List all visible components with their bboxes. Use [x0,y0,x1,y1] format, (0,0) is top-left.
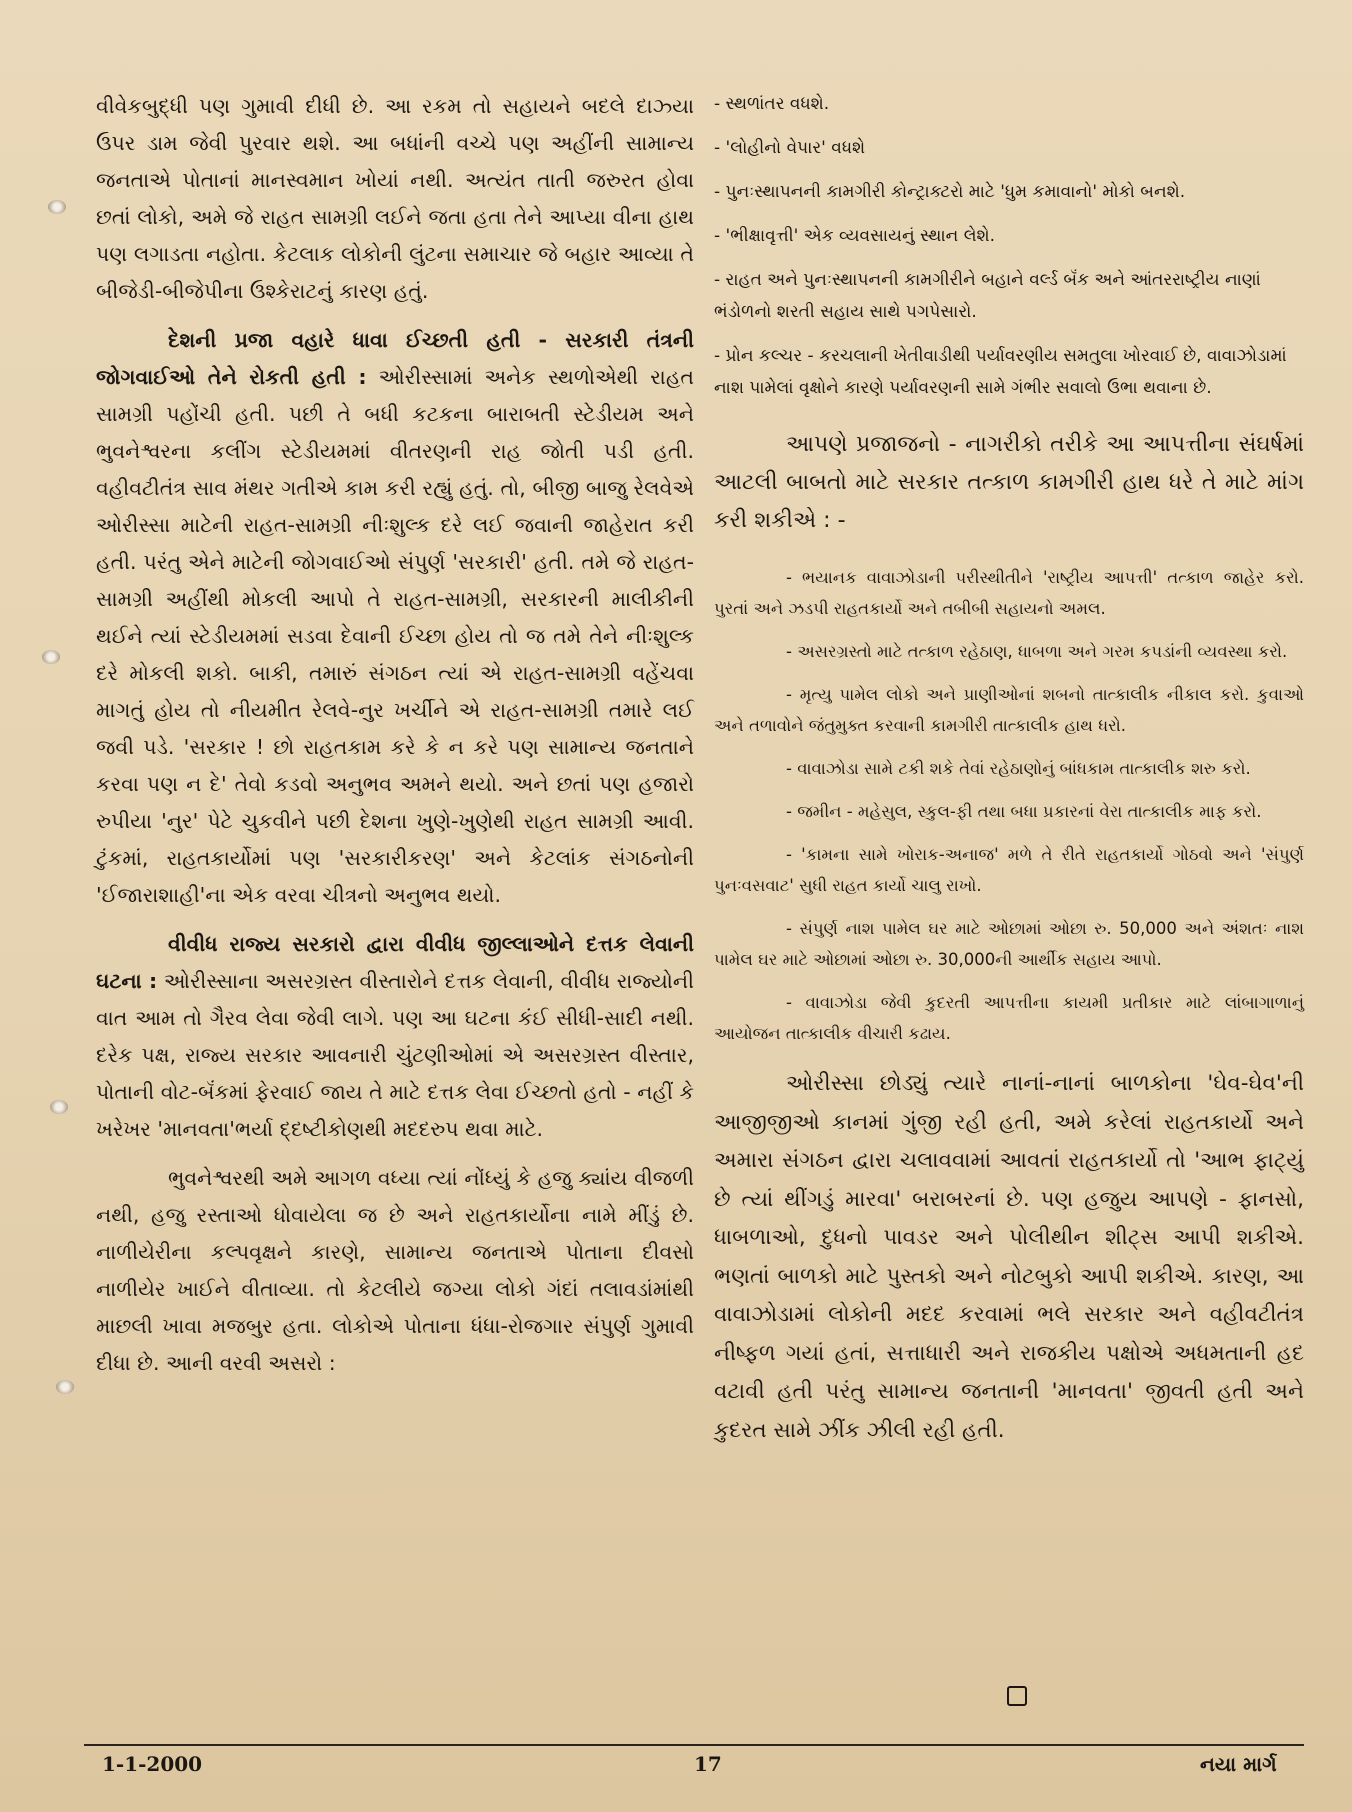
left-column [96,88,694,1394]
right-column [714,88,1304,1450]
list-item: - ભયાનક વાવાઝોડાની પરીસ્થીતીને 'રાષ્ટ્રીય આપત્તી' તત્કાળ જાહેર કરો. પુરતાં અને ઝડપી રાહતકાર્યો અને તબીબી સહાયનો અમલ. [714,568,1304,618]
list-item: - રાહત અને પુનઃસ્થાપનની કામગીરીને બહાને વર્લ્ડ બૅંક અને આંતરરાષ્ટ્રીય નાણાં ભંડોળનો શરતી સહાય સાથે પગપેસારો. [714,270,1261,322]
list-item: - 'ભીક્ષાવૃત્તી' એક વ્યવસાયનું સ્થાન લેશે. [714,226,996,246]
list-item: - મૃત્યુ પામેલ લોકો અને પ્રાણીઓનાં શબનો તાત્કાલીક નીકાલ કરો. કુવાઓ અને તળાવોને જંતુમુક્ત કરવાની કામગીરી તાત્કાલીક હાથ ધરો. [714,685,1304,735]
list-item: - અસરગ્રસ્તો માટે તત્કાળ રહેઠાણ, ધાબળા અને ગરમ કપડાંની વ્યવસ્થા કરો. [786,642,1288,661]
binding-hole [56,1380,74,1394]
paragraph-intro: વીવેકબુદ્ધી પણ ગુમાવી દીધી છે. આ રકમ તો સહાયને બદલે દાઝ્યા ઉપર ડામ જેવી પુરવાર થશે. આ બધાંની વચ્ચે પણ અહીંની સામાન્ય જનતાએ પોતાનાં માનસ્વમાન ખોયાં નથી. અત્યંત તાતી જરુરત હોવા છતાં લોકો, અમે જે રાહત સામગ્રી લઈને જતા હતા તેને આપ્યા વીના હાથ પણ લગાડતા નહોતા. કેટલાક લોકોની લુંટના સમાચાર જે બહાર આવ્યા તે બીજેડી-બીજેપીના ઉશ્કેરાટનું કારણ હતું. [96,94,694,303]
list-item: - વાવાઝોડા જેવી કુદરતી આપત્તીના કાયમી પ્રતીકાર માટે લાંબાગાળાનું આયોજન તાત્કાલીક વીચારી કઢાય. [714,993,1304,1043]
demands-intro: આપણે પ્રજાજનો - નાગરીકો તરીકે આ આપત્તીના સંઘર્ષમાં આટલી બાબતો માટે સરકાર તત્કાળ કામગીરી હાથ ધરે તે માટે માંગ કરી શકીએ : - [714,432,1304,533]
binding-hole [48,200,66,214]
page-number: 17 [694,1752,722,1776]
magazine-name: નયા માર્ગ [1200,1752,1277,1776]
binding-hole [42,650,60,664]
end-of-article-icon [1007,1686,1027,1706]
list-item: - પુનઃસ્થાપનની કામગીરી કોન્ટ્રાક્ટરો માટે 'ધુમ કમાવાનો' મોકો બનશે. [714,182,1186,202]
effects-list [714,88,1304,404]
demands-list [714,562,1304,1049]
paragraph-bhubaneswar: ભુવનેશ્વરથી અમે આગળ વધ્યા ત્યાં નોંધ્યું કે હજુ ક્યાંય વીજળી નથી, હજુ રસ્તાઓ ધોવાયેલા જ છે અને રાહતકાર્યોના નામે મીંડું છે. નાળીયેરીના કલ્પવૃક્ષને કારણે, સામાન્ય જનતાએ પોતાના દીવસો નાળીયેર ખાઈને વીતાવ્યા. તો કેટલીયે જગ્યા લોકો ગંદાં તલાવડાંમાંથી માછલી ખાવા મજબુર હતા. લોકોએ પોતાના ધંધા-રોજગાર સંપુર્ણ ગુમાવી દીધા છે. આની વરવી અસરો : [96,1166,694,1375]
list-item: - 'લોહીનો વેપાર' વધશે [714,138,866,158]
closing-paragraph: ઓરીસ્સા છોડ્યું ત્યારે નાનાં-નાનાં બાળકોના 'ઘેવ-ઘેવ'ની આજીજીઓ કાનમાં ગુંજી રહી હતી, અમે કરેલાં રાહતકાર્યો અને અમારા સંગઠન દ્વારા ચલાવવામાં આવતાં રાહતકાર્યો તો 'આભ ફાટ્યું છે ત્યાં થીંગડું મારવા' બરાબરનાં છે. પણ હજુય આપણે - ફાનસો, ધાબળાઓ, દુધનો પાવડર અને પોલીથીન શીટ્સ આપી શકીએ. ભણતાં બાળકો માટે પુસ્તકો અને નોટબુકો આપી શકીએ. કારણ, આ વાવાઝોડામાં લોકોની મદદ કરવામાં ભલે સરકાર અને વહીવટીતંત્ર નીષ્ફળ ગયાં હતાં, સત્તાધારી અને રાજકીય પક્ષોએ અધમતાની હદ વટાવી હતી પરંતુ સામાન્ય જનતાની 'માનવતા' જીવતી હતી અને કુદરત સામે ઝીંક ઝીલી રહી હતી. [714,1071,1304,1443]
binding-hole [50,1100,68,1114]
footer-divider [84,1744,1304,1746]
list-item: - સ્થળાંતર વધશે. [714,94,830,114]
paragraph-heading: વીવીધ રાજ્ય સરકારો દ્વારા વીવીધ જીલ્લાઓને દત્તક લેવાની ઘટના : [96,932,694,993]
list-item: - જમીન - મહેસુલ, સ્કુલ-ફી તથા બધા પ્રકારનાં વેરા તાત્કાલીક માફ કરો. [786,802,1262,821]
issue-date: 1-1-2000 [102,1752,203,1776]
list-item: - સંપુર્ણ નાશ પામેલ ઘર માટે ઓછામાં ઓછા રુ. 50,000 અને અંશતઃ નાશ પામેલ ઘર માટે ઓછામાં ઓછા રુ. 30,000ની આર્થીક સહાય આપો. [714,919,1304,969]
paragraph-heading: દેશની પ્રજા વહારે ધાવા ઈચ્છતી હતી - સરકારી તંત્રની જોગવાઈઓ તેને રોકતી હતી : [96,328,694,389]
paragraph-government-provisions: દેશની પ્રજા વહારે ધાવા ઈચ્છતી હતી - સરકારી તંત્રની જોગવાઈઓ તેને રોકતી હતી : ઓરીસ્સામાં અનેક સ્થળોએથી રાહત સામગ્રી પહોંચી હતી. પછી તે બધી કટકના બારાબતી સ્ટેડીયમ અને ભુવનેશ્વરના કલીંગ સ્ટેડીયમમાં વીતરણની રાહ જોતી પડી હતી. વહીવટીતંત્ર સાવ મંથર ગતીએ કામ કરી રહ્યું હતું. તો, બીજી બાજુ રેલવેએ ઓરીસ્સા માટેની રાહત-સામગ્રી નીઃશુલ્ક દરે લઈ જવાની જાહેરાત કરી હતી. પરંતુ એને માટેની જોગવાઈઓ સંપુર્ણ 'સરકારી' હતી. તમે જે રાહત-સામગ્રી અહીંથી મોકલી આપો તે રાહત-સામગ્રી, સરકારની માલીકીની થઈને ત્યાં સ્ટેડીયમમાં સડવા દેવાની ઈચ્છા હોય તો જ તમે તેને નીઃશુલ્ક દરે મોકલી શકો. બાકી, તમારું સંગઠન ત્યાં એ રાહત-સામગ્રી વહેંચવા માગતું હોય તો નીયમીત રેલવે-નુર ખર્ચીને એ રાહત-સામગ્રી તમારે લઈ જવી પડે. 'સરકાર ! છો રાહતકામ કરે કે ન કરે પણ સામાન્ય જનતાને કરવા પણ ન દે' તેવો કડવો અનુભવ અમને થયો. અને છતાં પણ હજારો રુપીયા 'નુર' પેટે ચુકવીને પછી દેશના ખુણે-ખુણેથી રાહત સામગ્રી આવી. ટુંકમાં, રાહતકાર્યોમાં પણ 'સરકારીકરણ' અને કેટલાંક સંગઠનોની 'ઈજારાશાહી'ના એક વરવા ચીત્રનો અનુભવ થયો. [96,328,694,907]
list-item: - 'કામના સામે ખોરાક-અનાજ' મળે તે રીતે રાહતકાર્યો ગોઠવો અને 'સંપુર્ણ પુનઃવસવાટ' સુધી રાહત કાર્યો ચાલુ રાખો. [714,845,1304,895]
paragraph-adoption-of-districts: વીવીધ રાજ્ય સરકારો દ્વારા વીવીધ જીલ્લાઓને દત્તક લેવાની ઘટના : ઓરીસ્સાના અસરગ્રસ્ત વીસ્તારોને દત્તક લેવાની, વીવીધ રાજ્યોની વાત આમ તો ગૈરવ લેવા જેવી લાગે. પણ આ ઘટના કંઈ સીધી-સાદી નથી. દરેક પક્ષ, રાજ્ય સરકાર આવનારી ચુંટણીઓમાં એ અસરગ્રસ્ત વીસ્તાર, પોતાની વોટ-બૅંકમાં ફેરવાઈ જાય તે માટે દત્તક લેવા ઈચ્છતો હતો - નહીં કે ખરેખર 'માનવતા'ભર્યા દ્દષ્ટીકોણથી મદદરુપ થવા માટે. [96,932,694,1141]
list-item: - વાવાઝોડા સામે ટકી શકે તેવાં રહેઠાણોનું બાંધકામ તાત્કાલીક શરુ કરો. [786,759,1251,778]
list-item: - પ્રોન કલ્ચર - કરચલાની ખેતીવાડીથી પર્યાવરણીય સમતુલા ખોરવાઈ છે, વાવાઝોડામાં નાશ પામેલાં વૃક્ષોને કારણે પર્યાવરણની સામે ગંભીર સવાલો ઉભા થવાના છે. [714,346,1287,398]
